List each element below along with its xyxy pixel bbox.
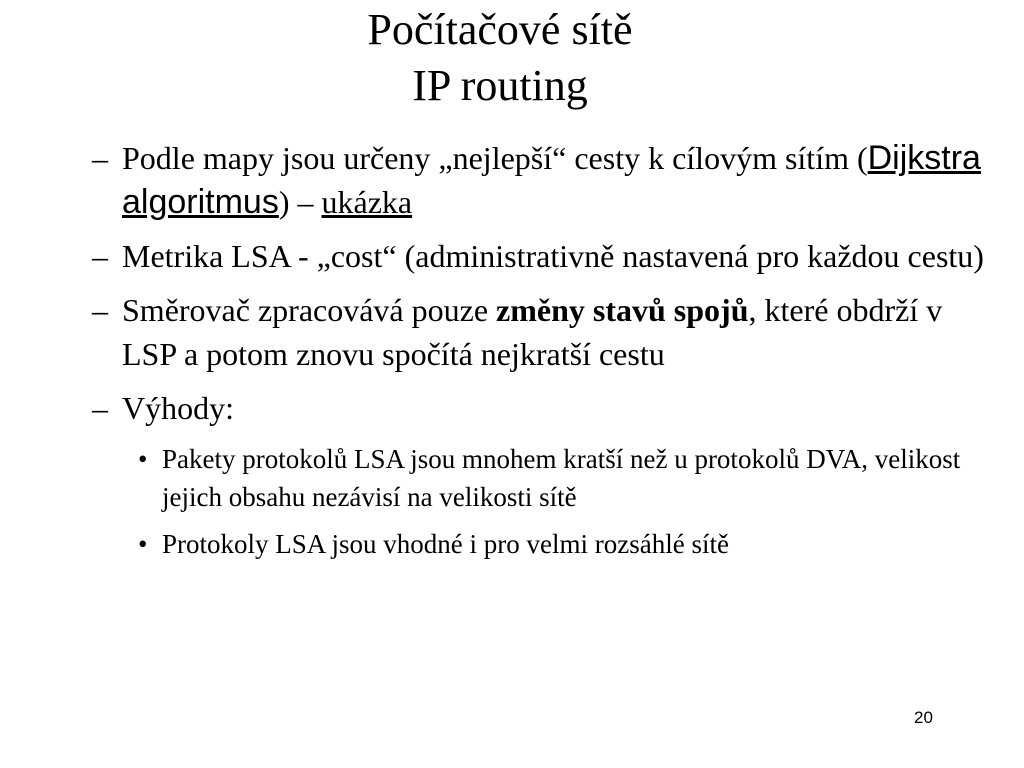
slide-title <box>0 2 1000 114</box>
dash-marker: – <box>92 238 108 274</box>
ukazka-link[interactable]: ukázka <box>321 184 413 220</box>
bold-text: změny stavů spojů <box>496 292 749 328</box>
dash-marker: – <box>92 140 108 176</box>
bullet-text-middle: ) – <box>278 184 322 220</box>
title-line-1: Počítačové sítě <box>367 5 633 54</box>
bullet-item-vyhody <box>92 386 992 430</box>
bullet-dot: • <box>138 529 148 559</box>
bullet-item-dijkstra <box>92 136 992 224</box>
page-number: 20 <box>914 708 933 727</box>
dash-marker: – <box>92 292 108 328</box>
bullet-text: Podle mapy jsou určeny „nejlepší“ cesty k cílovým sítím ( <box>122 140 868 176</box>
bullet-text: Výhody: <box>122 390 234 426</box>
title-line-2: IP routing <box>412 61 588 110</box>
sub-bullet-text: Pakety protokolů LSA jsou mnohem kratší než u protokolů DVA, velikost jejich obsahu nezávisí na velikosti sítě <box>162 444 961 512</box>
sub-bullet-item-protokoly <box>138 525 992 563</box>
dijkstra-link[interactable]: Dijkstra algoritmus <box>122 139 981 221</box>
bullet-text-after: , které obdrží v LSP a potom znovu spočítá nejkratší cestu <box>122 292 943 372</box>
dash-marker: – <box>92 390 108 426</box>
slide-body <box>92 136 992 572</box>
bullet-dot: • <box>138 444 148 474</box>
bullet-item-metrika <box>92 234 992 278</box>
sub-bullet-text: Protokoly LSA jsou vhodné i pro velmi rozsáhlé sítě <box>162 529 729 559</box>
sub-bullet-item-pakety <box>138 440 992 516</box>
bullet-text: Směrovač zpracovává pouze <box>122 292 497 328</box>
bullet-text: Metrika LSA - „cost“ (administrativně nastavená pro každou cestu) <box>122 238 984 274</box>
bullet-item-smerovac <box>92 288 992 376</box>
